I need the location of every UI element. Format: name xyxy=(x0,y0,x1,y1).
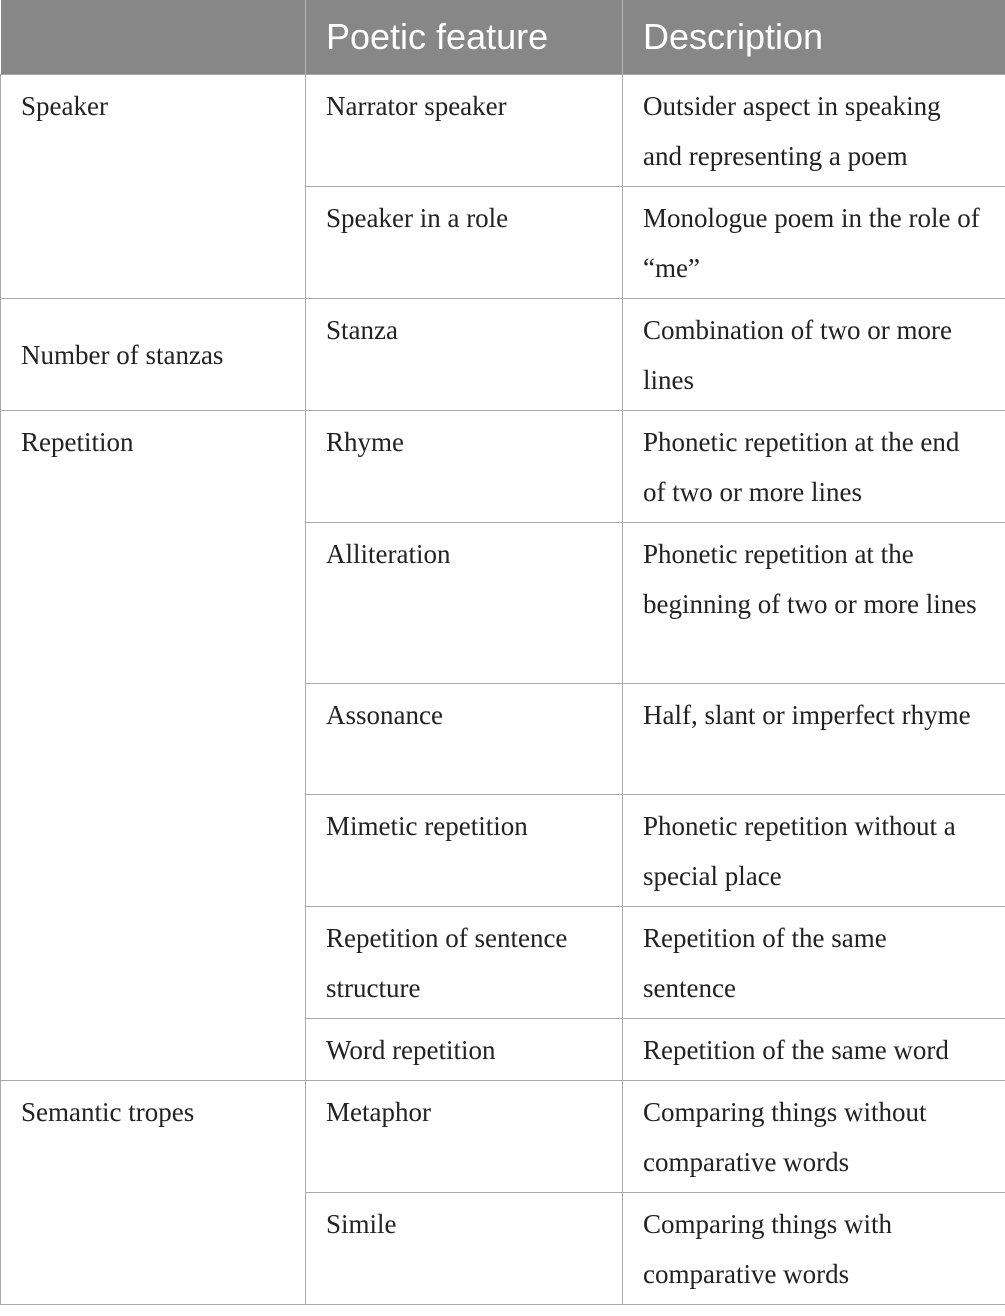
feature-cell: Simile xyxy=(306,1192,623,1304)
description-cell: Phonetic repetition at the beginning of two or more lines xyxy=(623,522,1005,683)
feature-cell: Mimetic repetition xyxy=(306,794,623,906)
description-cell: Comparing things without comparative words xyxy=(623,1080,1005,1192)
table-row xyxy=(1,410,1005,522)
feature-cell: Narrator speaker xyxy=(306,74,623,186)
table-header xyxy=(1,0,1005,74)
feature-cell: Rhyme xyxy=(306,410,623,522)
feature-cell: Stanza xyxy=(306,298,623,410)
description-cell: Half, slant or imperfect rhyme xyxy=(623,683,1005,794)
feature-cell: Repetition of sentence structure xyxy=(306,906,623,1018)
category-cell: Semantic tropes xyxy=(1,1080,306,1304)
table-row xyxy=(1,298,1005,410)
header-row xyxy=(1,0,1005,74)
feature-cell: Metaphor xyxy=(306,1080,623,1192)
header-category xyxy=(1,0,306,74)
description-cell: Combination of two or more lines xyxy=(623,298,1005,410)
description-cell: Repetition of the same word xyxy=(623,1018,1005,1080)
category-cell: Number of stanzas xyxy=(1,298,306,410)
header-poetic-feature: Poetic feature xyxy=(306,0,623,74)
description-cell: Outsider aspect in speaking and representing a poem xyxy=(623,74,1005,186)
header-description: Description xyxy=(623,0,1005,74)
feature-cell: Speaker in a role xyxy=(306,186,623,298)
description-cell: Monologue poem in the role of “me” xyxy=(623,186,1005,298)
description-cell: Comparing things with comparative words xyxy=(623,1192,1005,1304)
feature-cell: Assonance xyxy=(306,683,623,794)
description-cell: Phonetic repetition at the end of two or more lines xyxy=(623,410,1005,522)
description-cell: Repetition of the same sentence xyxy=(623,906,1005,1018)
description-cell: Phonetic repetition without a special place xyxy=(623,794,1005,906)
category-cell: Repetition xyxy=(1,410,306,1080)
feature-cell: Alliteration xyxy=(306,522,623,683)
table-row xyxy=(1,1080,1005,1192)
table-body xyxy=(1,74,1005,1304)
table-row xyxy=(1,74,1005,186)
category-cell: Speaker xyxy=(1,74,306,298)
feature-cell: Word repetition xyxy=(306,1018,623,1080)
